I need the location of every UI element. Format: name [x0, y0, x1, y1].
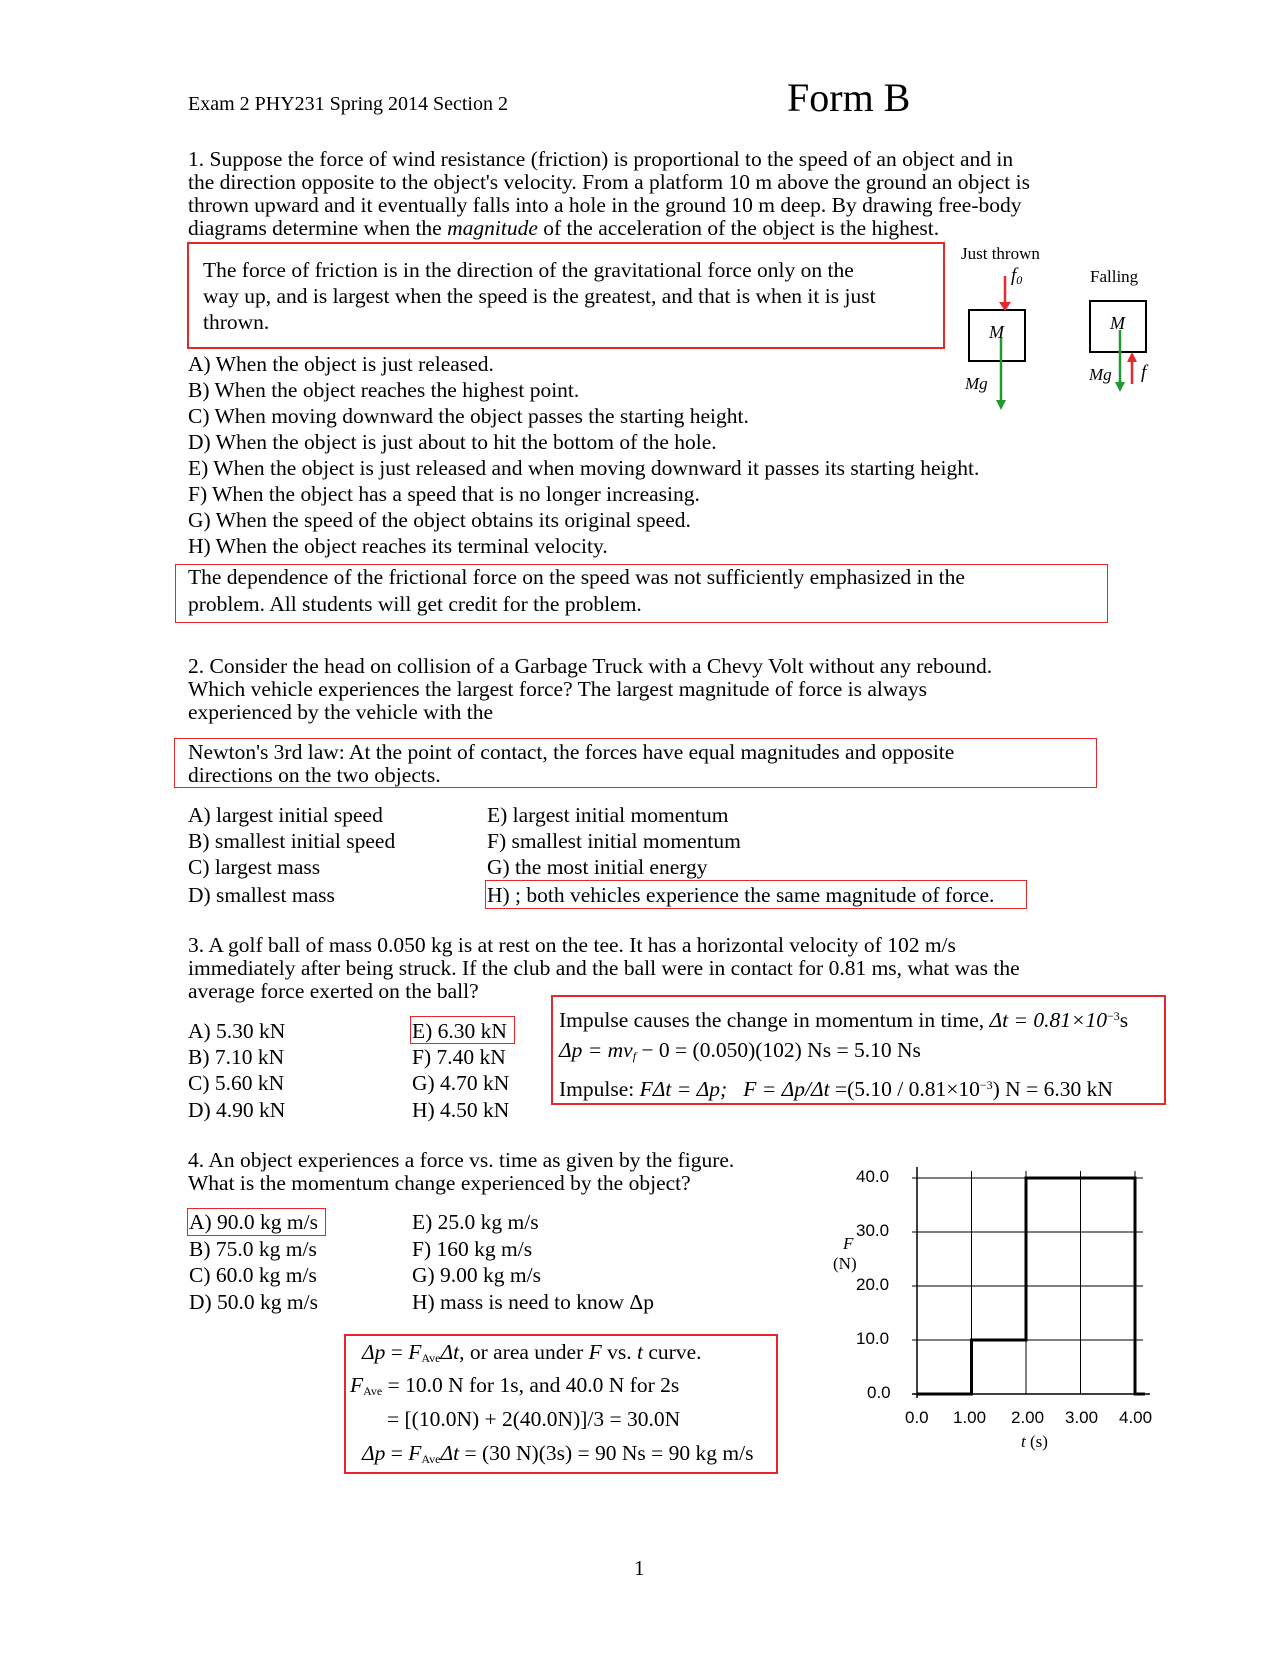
just-thrown-label: Just thrown [961, 244, 1040, 263]
weight-label-falling: Mg [1089, 365, 1112, 384]
friction-label-just-thrown: $f_0$ [1011, 265, 1023, 287]
friction-label-falling: f [1141, 362, 1147, 383]
q3-option-g[interactable]: G) 4.70 kN [412, 1071, 510, 1095]
q4-line-1: 4. An object experiences a force vs. time as given by the figure. [188, 1148, 735, 1172]
mass-label-falling: M [1110, 313, 1125, 333]
q4-option-h[interactable]: H) mass is need to know Δp [412, 1290, 654, 1314]
x-tick-1: 1.00 [953, 1408, 987, 1427]
q1-line-4: diagrams determine when the magnitude of the acceleration of the object is the highest. [188, 216, 940, 240]
q4-option-a[interactable]: A) 90.0 kg m/s [189, 1210, 318, 1234]
q2-option-g[interactable]: G) the most initial energy [487, 855, 708, 879]
y-tick-40: 40.0 [856, 1167, 890, 1186]
q2-line-1: 2. Consider the head on collision of a Garbage Truck with a Chevy Volt without any rebound. [188, 654, 993, 678]
q2-option-h[interactable]: H) ; both vehicles experience the same magnitude of force. [487, 883, 995, 907]
force-time-chart [900, 1155, 1170, 1405]
page-number: 1 [634, 1556, 645, 1580]
y-axis-label-f: F [843, 1234, 854, 1253]
q1-solution-line-3: thrown. [203, 310, 270, 334]
free-body-diagrams [940, 270, 1170, 420]
q1-option-g[interactable]: G) When the speed of the object obtains its original speed. [188, 508, 691, 532]
x-tick-4: 4.00 [1119, 1408, 1153, 1427]
q1-option-f[interactable]: F) When the object has a speed that is no longer increasing. [188, 482, 700, 506]
y-tick-20: 20.0 [856, 1275, 890, 1294]
x-axis-label: t (s) [1021, 1432, 1048, 1451]
x-tick-0: 0.0 [905, 1408, 929, 1427]
q1-option-c[interactable]: C) When moving downward the object passes the starting height. [188, 404, 749, 428]
weight-label-just-thrown: Mg [965, 374, 988, 393]
exam-header: Exam 2 PHY231 Spring 2014 Section 2 [188, 93, 508, 115]
q2-option-b[interactable]: B) smallest initial speed [188, 829, 396, 853]
q4-solution-line-1: $\Delta p = F_{Ave}\Delta t$, or area under F vs. t curve. [362, 1340, 702, 1365]
y-axis-label-unit: (N) [833, 1254, 857, 1273]
q4-option-f[interactable]: F) 160 kg m/s [412, 1237, 533, 1261]
q2-option-a[interactable]: A) largest initial speed [188, 803, 383, 827]
q1-option-d[interactable]: D) When the object is just about to hit the bottom of the hole. [188, 430, 717, 454]
q4-solution-line-3: = [(10.0N) + 2(40.0N)]/3 = 30.0N [387, 1407, 681, 1431]
q4-option-e[interactable]: E) 25.0 kg m/s [412, 1210, 539, 1234]
q1-note-line-1: The dependence of the frictional force on the speed was not sufficiently emphasized in the [188, 565, 965, 589]
q3-option-c[interactable]: C) 5.60 kN [188, 1071, 285, 1095]
q1-option-h[interactable]: H) When the object reaches its terminal velocity. [188, 534, 608, 558]
q1-option-b[interactable]: B) When the object reaches the highest point. [188, 378, 580, 402]
q2-line-3: experienced by the vehicle with the [188, 700, 494, 724]
mass-label-just-thrown: M [989, 322, 1004, 342]
q2-solution-line-2: directions on the two objects. [188, 763, 441, 787]
q2-option-d[interactable]: D) smallest mass [188, 883, 335, 907]
q1-solution-line-2: way up, and is largest when the speed is the greatest, and that is when it is just [203, 284, 876, 308]
q3-option-h[interactable]: H) 4.50 kN [412, 1098, 510, 1122]
q4-line-2: What is the momentum change experienced by the object? [188, 1171, 691, 1195]
q1-line-1: 1. Suppose the force of wind resistance (friction) is proportional to the speed of an object and in [188, 147, 1014, 171]
q4-option-c[interactable]: C) 60.0 kg m/s [189, 1263, 317, 1287]
falling-label: Falling [1090, 267, 1139, 286]
y-tick-10: 10.0 [856, 1329, 890, 1348]
q1-line-2: the direction opposite to the object's velocity. From a platform 10 m above the ground an object is [188, 170, 1030, 194]
y-tick-30: 30.0 [856, 1221, 890, 1240]
q3-option-d[interactable]: D) 4.90 kN [188, 1098, 286, 1122]
q4-solution-line-2: $F_{Ave} = 10.0$ N for 1s, and 40.0 N for 2s [350, 1373, 680, 1398]
q2-option-f[interactable]: F) smallest initial momentum [487, 829, 741, 853]
q2-option-e[interactable]: E) largest initial momentum [487, 803, 729, 827]
q3-line-3: average force exerted on the ball? [188, 979, 479, 1003]
q4-option-b[interactable]: B) 75.0 kg m/s [189, 1237, 317, 1261]
q2-line-2: Which vehicle experiences the largest force? The largest magnitude of force is always [188, 677, 928, 701]
q4-option-d[interactable]: D) 50.0 kg m/s [189, 1290, 318, 1314]
q1-option-e[interactable]: E) When the object is just released and when moving downward it passes its starting height. [188, 456, 980, 480]
q3-option-a[interactable]: A) 5.30 kN [188, 1019, 286, 1043]
q3-line-2: immediately after being struck. If the club and the ball were in contact for 0.81 ms, what was the [188, 956, 1020, 980]
q3-option-b[interactable]: B) 7.10 kN [188, 1045, 285, 1069]
q3-option-e[interactable]: E) 6.30 kN [412, 1019, 507, 1043]
q3-solution-line-1: Impulse causes the change in momentum in time, $\Delta t = 0.81\times 10^{-3}s$ [559, 1008, 1129, 1032]
x-tick-3: 3.00 [1065, 1408, 1099, 1427]
q1-note-line-2: problem. All students will get credit for the problem. [188, 592, 642, 616]
q4-option-g[interactable]: G) 9.00 kg m/s [412, 1263, 541, 1287]
x-tick-2: 2.00 [1011, 1408, 1045, 1427]
q4-solution-line-4: $\Delta p = F_{Ave}\Delta t = (30$ N)(3s) = 90 Ns = 90 kg m/s [362, 1441, 754, 1466]
q1-line-3: thrown upward and it eventually falls into a hole in the ground 10 m deep. By drawing free-body [188, 193, 1022, 217]
q2-option-c[interactable]: C) largest mass [188, 855, 321, 879]
q2-solution-line-1: Newton's 3rd law: At the point of contact, the forces have equal magnitudes and opposite [188, 740, 955, 764]
q3-line-1: 3. A golf ball of mass 0.050 kg is at rest on the tee. It has a horizontal velocity of 102 m/s [188, 933, 956, 957]
q3-solution-line-2: $\Delta p = mv_f - 0 = (0.050)(102) Ns = 5.10$ Ns [559, 1038, 921, 1063]
y-tick-0: 0.0 [867, 1383, 891, 1402]
q1-option-a[interactable]: A) When the object is just released. [188, 352, 494, 376]
q1-solution-line-1: The force of friction is in the direction of the gravitational force only on the [203, 258, 854, 282]
q3-option-f[interactable]: F) 7.40 kN [412, 1045, 506, 1069]
q3-solution-line-3: Impulse: FΔt = Δp; $F = \Delta p/\Delta t =(5.10 / 0.81\times 10^{-3})$ N = 6.30 kN [559, 1077, 1113, 1101]
form-label: Form B [787, 75, 911, 120]
